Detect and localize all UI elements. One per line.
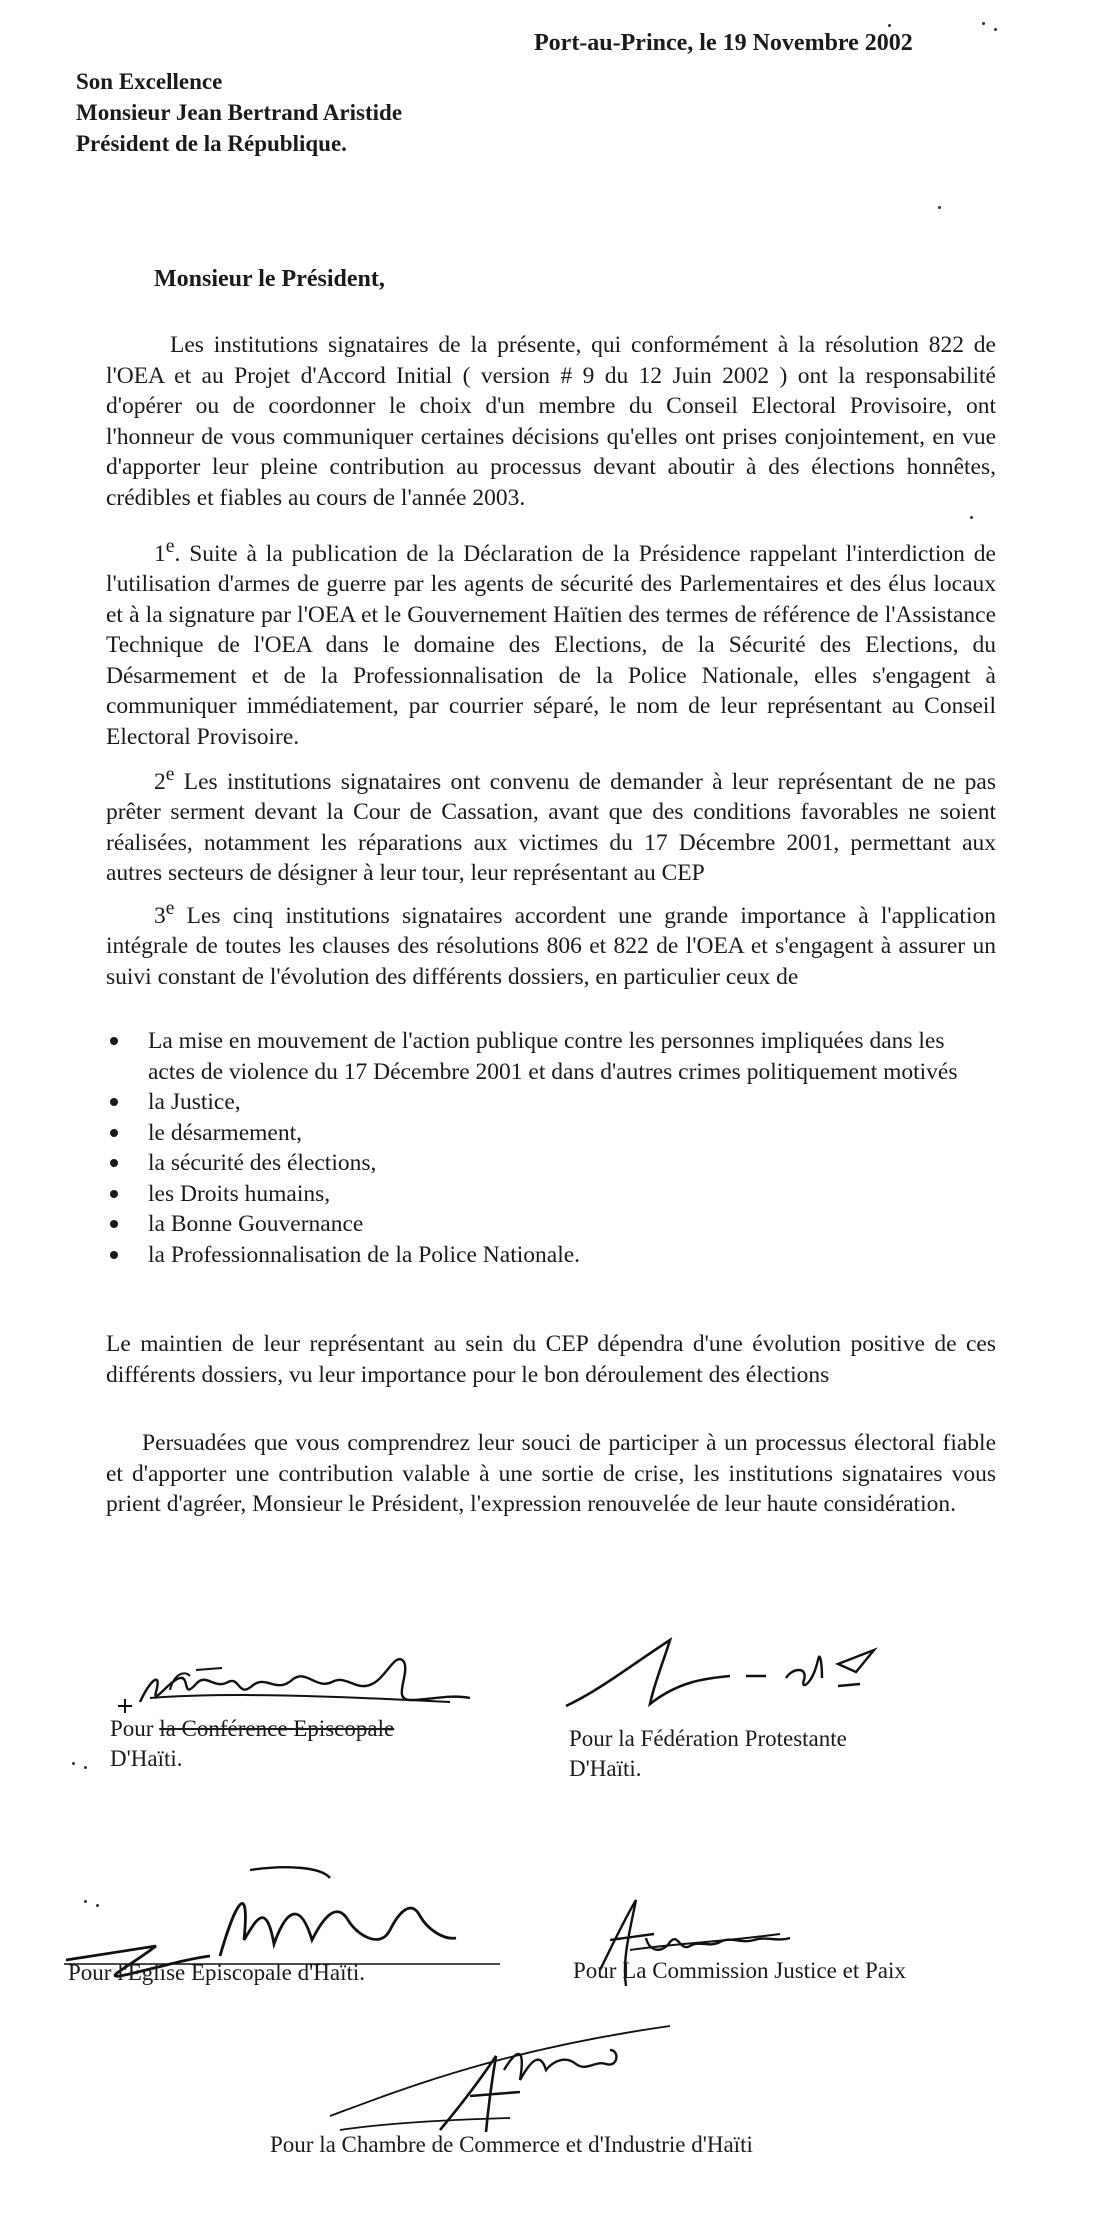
scan-speck bbox=[84, 1766, 87, 1769]
maintien-paragraph: Le maintien de leur représentant au sein du CEP dépendra d'une évolution positive de ces différents dossiers, vu leur importance pour le bon déroulement des élections bbox=[106, 1331, 996, 1388]
list-item: la Professionnalisation de la Police Nationale. bbox=[106, 1240, 996, 1271]
signatory-line1: Pour la Fédération Protestante bbox=[569, 1726, 847, 1751]
point-number: 1 bbox=[154, 540, 166, 567]
addressee-block bbox=[76, 66, 402, 159]
signatory-eglise-label: Pour l'Eglise Episcopale d'Haïti. bbox=[68, 1960, 366, 1985]
salutation: Monsieur le Président, bbox=[154, 266, 385, 292]
signatory-line2: D'Haïti. bbox=[569, 1756, 642, 1781]
scan-speck bbox=[96, 1904, 99, 1907]
point-ordinal: e bbox=[165, 898, 175, 919]
signature-federation-protestante bbox=[560, 1620, 900, 1720]
point-number: 3 bbox=[154, 902, 166, 929]
signatory-federation-label bbox=[569, 1724, 847, 1784]
point-ordinal: e bbox=[165, 764, 175, 785]
list-item: La mise en mouvement de l'action publique contre les personnes impliquées dans les actes de violence du 17 Décembre 2001 et dans d'autres crimes politiquement motivés bbox=[106, 1026, 996, 1087]
signatory-name-struck: la Conférence Episcopale bbox=[159, 1716, 395, 1741]
signatory-conference-label bbox=[110, 1714, 394, 1774]
list-item: la Justice, bbox=[106, 1087, 996, 1118]
scan-speck bbox=[970, 516, 973, 519]
closing-paragraph: Persuadées que vous comprendrez leur souci de participer à un processus électoral fiable et d'apporter une contribution valable à une sortie de crise, les institutions signataires vous prient d'agréer, Monsieur le Président, l'expression renouvelée de leur haute considération. bbox=[106, 1430, 996, 1517]
list-item: les Droits humains, bbox=[106, 1179, 996, 1210]
addressee-line: Son Excellence bbox=[76, 69, 223, 94]
scan-speck bbox=[72, 1762, 75, 1765]
intro-paragraph: Les institutions signataires de la présente, qui conformément à la résolution 822 de l'OEA et au Projet d'Accord Initial ( version # 9 du 12 Juin 2002 ) ont la responsabilité d'opérer ou de coordonner le choix d'un membre du Conseil Electoral Provisoire, ont l'honneur de vous communiquer certaines décisions qu'elles ont prises conjointement, en vue d'apporter leur pleine contribution au processus devant aboutir à des élections honnêtes, crédibles et fiables au cours de l'année 2003. bbox=[106, 332, 996, 511]
letter-date: Port-au-Prince, le 19 Novembre 2002 bbox=[534, 30, 913, 56]
signatory-chambre-label: Pour la Chambre de Commerce et d'Industrie d'Haïti bbox=[270, 2132, 753, 2157]
signatory-pour: Pour bbox=[110, 1716, 160, 1741]
point-2-paragraph bbox=[106, 760, 996, 889]
list-item: la Bonne Gouvernance bbox=[106, 1209, 996, 1240]
scan-speck bbox=[84, 1900, 87, 1903]
point-1-paragraph bbox=[106, 532, 996, 752]
list-item: le désarmement, bbox=[106, 1118, 996, 1149]
scan-speck bbox=[888, 24, 891, 27]
point-text: . Suite à la publication de la Déclaration de la Présidence rappelant l'interdiction de l'utilisation d'armes de guerre par les agents de sécurité des Parlementaires et des élus locaux et à la signature par l'OEA et le Gouvernement Haïtien des termes de référence de l'Assistance Technique de l'OEA dans le domaine des Elections, de la Sécurité des Elections, du Désarmement et de la Professionnalisation de la Police Nationale, elles s'engagent à communiquer immédiatement, par courrier séparé, le nom de leur représentant au Conseil Electoral Provisoire. bbox=[106, 540, 996, 750]
point-ordinal: e bbox=[165, 536, 175, 557]
addressee-line: Monsieur Jean Bertrand Aristide bbox=[76, 100, 403, 125]
scan-speck bbox=[994, 28, 997, 31]
dossier-list bbox=[106, 1026, 996, 1270]
point-3-paragraph bbox=[106, 894, 996, 992]
point-text: Les cinq institutions signataires accordent une grande importance à l'application intégrale de toutes les clauses des résolutions 806 et 822 de l'OEA et s'engagent à assurer un suivi constant de l'évolution des différents dossiers, en particulier ceux de bbox=[106, 902, 996, 990]
signature-conference-episcopale bbox=[110, 1640, 510, 1720]
addressee-line: Président de la République. bbox=[76, 131, 347, 156]
scan-speck bbox=[982, 22, 985, 25]
scan-speck bbox=[938, 206, 941, 209]
list-item: la sécurité des élections, bbox=[106, 1148, 996, 1179]
signatory-line2: D'Haïti. bbox=[110, 1746, 183, 1771]
signatory-commission-label: Pour La Commission Justice et Paix bbox=[573, 1958, 906, 1983]
point-text: Les institutions signataires ont convenu de demander à leur représentant de ne pas prêter serment devant la Cour de Cassation, avant que des conditions favorables ne soient réalisées, notamment les réparations aux victimes du 17 Décembre 2001, permettant aux autres secteurs de désigner à leur tour, leur représentant au CEP bbox=[106, 768, 996, 887]
point-number: 2 bbox=[154, 768, 166, 795]
